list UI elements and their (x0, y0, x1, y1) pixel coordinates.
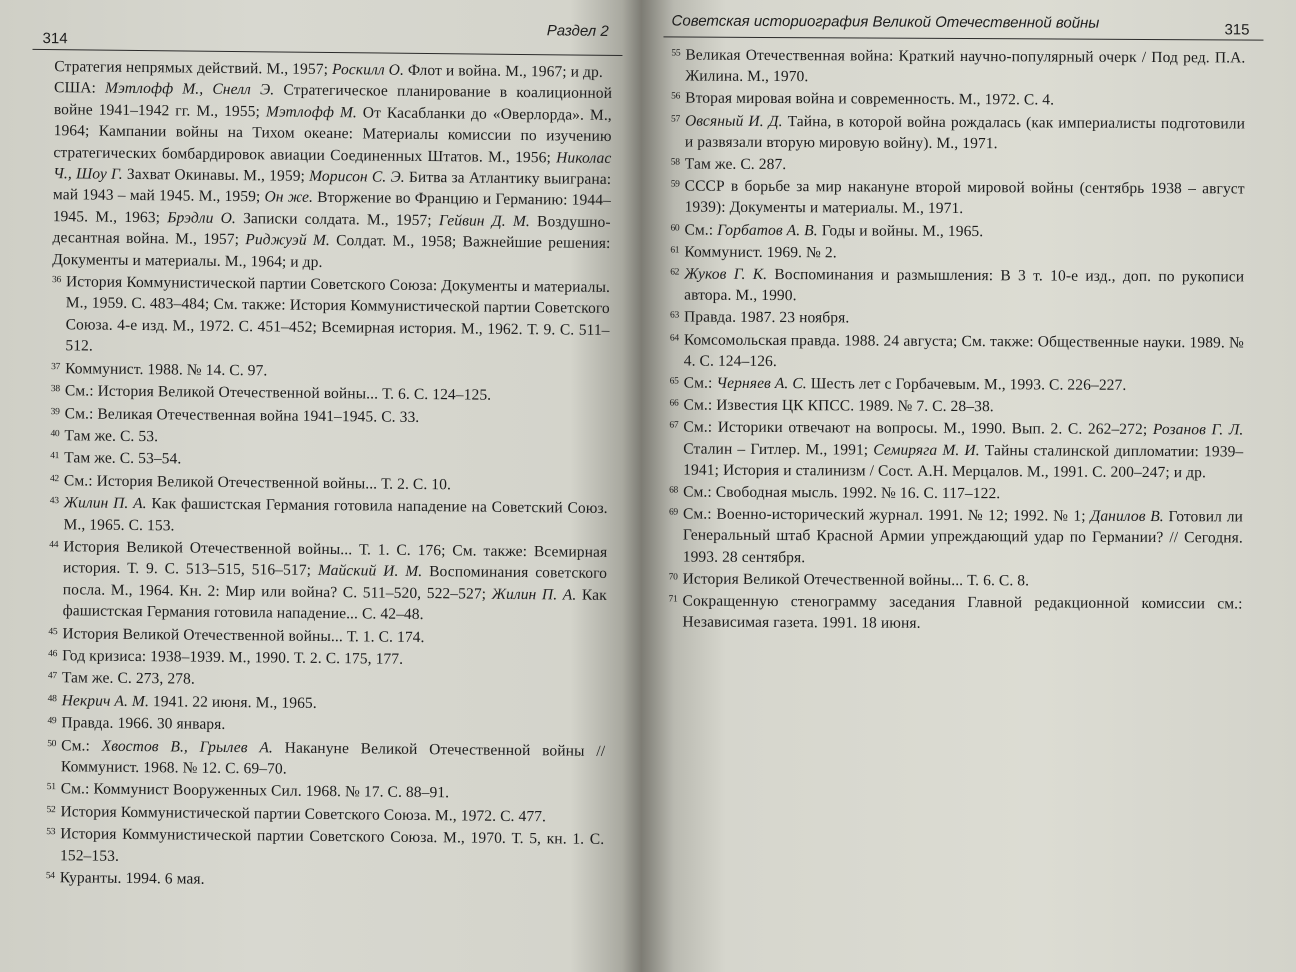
footnote (670, 328, 1244, 374)
author-name: Жилин П. А. (63, 494, 147, 513)
footnote (669, 481, 1243, 506)
footnote-number: 62 (670, 267, 680, 278)
footnote-body (683, 570, 1030, 589)
footnote-number: 68 (669, 485, 679, 496)
left-page-text (24, 50, 623, 895)
footnote-number: 57 (671, 114, 680, 125)
footnote (49, 535, 608, 627)
footnote-number: 61 (670, 245, 680, 256)
citation-text: 1941. 22 июня. М., 1965. (148, 692, 317, 712)
footnote-number: 41 (50, 451, 60, 462)
author-name: Мэтлофф М. (265, 103, 358, 122)
citation-text: См.: История Великой Отечественной войны... Т. 6. С. 124–125. (64, 382, 492, 404)
footnote-number: 43 (49, 496, 59, 507)
right-section-title: Советская историография Великой Отечественной войны (671, 12, 1100, 32)
footnote-number: 53 (46, 827, 56, 838)
footnote-number: 48 (47, 693, 57, 704)
footnote-body (64, 472, 451, 493)
footnote-body (65, 360, 267, 379)
footnote-number: 64 (669, 333, 679, 344)
citation-text: Вторая мировая война и современность. М., 1972. С. 4. (685, 89, 1055, 109)
right-page (659, 0, 1264, 972)
footnote-number: 69 (668, 507, 678, 518)
author-name: Майский И. М. (317, 562, 423, 581)
footnote-body (62, 692, 317, 712)
citation-text: Битва за Атлантику выиграна: май 1943 – май 1945. М., 1959; (52, 168, 612, 206)
citation-text: Стратегия непрямых действий. М., 1957; (54, 58, 333, 79)
citation-text: См.: Военно-исторический журнал. 1991. № 12; 1992. № 1; (682, 505, 1091, 525)
footnote-number: 49 (47, 716, 57, 727)
footnote-body (684, 266, 1244, 305)
author-name: Горбатов А. В. (717, 221, 818, 239)
footnote-number: 58 (670, 157, 680, 168)
citation-text: Куранты. 1994. 6 мая. (59, 869, 205, 888)
footnote-body (685, 112, 1245, 152)
footnote-number: 52 (46, 804, 56, 815)
left-running-head (32, 13, 622, 56)
footnote (46, 866, 604, 894)
left-notes-list (46, 270, 610, 894)
citation-text: Там же. С. 287. (684, 155, 787, 174)
footnote (671, 87, 1245, 112)
footnote-body (62, 670, 195, 688)
author-name: Брэдли О. (167, 209, 237, 227)
citation-text: Сталин – Гитлер. М., 1991; (683, 440, 874, 459)
citation-text: Флот и война. М., 1967; и др. (403, 61, 603, 81)
citation-text: Тайна, в которой война рождалась (как империалисты подготовили и развязали вторую мировую войну). М., 1971. (684, 112, 1246, 152)
right-running-head (663, 4, 1263, 40)
footnote-number: 67 (669, 420, 679, 431)
citation-text: История Великой Отечественной войны... Т. 1. С. 174. (62, 624, 425, 646)
citation-text: Тайны сталинской дипломатии: 1939–1941; История и сталинизм / Сост. А.Н. Мерцалов. М., 1991. С. 200–247; и др. (683, 441, 1244, 482)
footnote-body (65, 382, 491, 403)
footnote-body (61, 737, 605, 778)
footnote-number: 37 (51, 361, 61, 372)
citation-text: История Коммунистической партии Советского Союза: Документы и материалы. М., 1959. С. 483–484; См. также: История Коммунистической партии Советского Союза. 4-е изд. М., 1972. С. 451–452; Всемирная история. М., 1962. Т. 9. С. 511–512. (65, 273, 611, 355)
footnote-body (60, 825, 604, 864)
footnote (51, 270, 610, 362)
footnote-number: 40 (50, 428, 60, 440)
citation-text: Комсомольская правда. 1988. 24 августа; См. также: Общественные науки. 1989. № 4. С. 124–126. (683, 331, 1244, 370)
footnote-number: 70 (668, 572, 678, 583)
citation-text: США: (54, 79, 106, 98)
footnote-body (63, 538, 608, 623)
footnote-number: 56 (671, 91, 681, 102)
footnote-number: 51 (46, 782, 56, 793)
citation-text: Записки солдата. М., 1957; (235, 209, 439, 229)
right-page-number: 315 (1224, 21, 1250, 39)
footnote-body (64, 427, 158, 445)
citation-text: См.: Свободная мысль. 1992. № 16. С. 117–122. (683, 483, 1001, 503)
footnote-body (682, 593, 1242, 632)
author-name: Жуков Г. К. (684, 265, 768, 284)
citation-text: Стратегическое планирование в коалиционной войне 1941–1942 гг. М., 1955; (53, 81, 613, 121)
footnote-body (685, 178, 1245, 218)
footnote-number: 47 (47, 671, 57, 682)
author-name: Он же. (264, 188, 314, 207)
citation-text: Вторжение во Францию и Германию: 1944–1945. М., 1963; (52, 189, 612, 227)
footnote-body (684, 243, 836, 261)
author-name: Семиряга М. И. (873, 441, 980, 459)
footnote-body (685, 156, 787, 174)
footnote-body (62, 625, 424, 646)
author-name: Хвостов В., Грылев А. (101, 737, 274, 757)
footnote-body (64, 450, 181, 468)
footnote (671, 175, 1245, 221)
author-name: Гейвин Д. М. (438, 211, 530, 230)
footnote-number: 63 (669, 310, 679, 321)
citation-text: Захват Окинавы. М., 1959; (122, 165, 310, 185)
citation-text: Коммунист. 1988. № 14. С. 97. (65, 359, 268, 380)
author-name: Черняев А. С. (716, 374, 807, 393)
footnote-body (683, 506, 1243, 566)
citation-text: Готовил ли Генеральный штаб Красной Армии упреждающий удар по Германии? // Сегодня. 1993. 28 сентября. (682, 508, 1244, 566)
left-page-number: 314 (42, 29, 68, 48)
citation-text: История Коммунистической партии Советского Союза. М., 1970. Т. 5, кн. 1. С. 152–153. (59, 825, 605, 865)
author-name: Мэтлофф М., Снелл Э. (104, 80, 275, 99)
footnote-body (684, 309, 849, 327)
citation-text: Правда. 1987. 23 ноября. (683, 308, 850, 327)
footnote-body (684, 331, 1244, 370)
footnote-number: 45 (48, 626, 58, 637)
footnote (669, 567, 1243, 592)
citation-text: Там же. С. 53–54. (64, 449, 182, 468)
footnote-number: 46 (48, 649, 58, 660)
footnote-body (65, 405, 420, 426)
left-section-title: Раздел 2 (546, 22, 609, 40)
footnote-body (60, 803, 546, 825)
citation-text: Там же. С. 53. (64, 427, 159, 446)
citation-text: См.: Историки отвечают на вопросы. М., 1990. Вып. 2. С. 262–272; (683, 418, 1153, 439)
citation-text: См.: (683, 374, 717, 392)
citation-text: Как фашистская Германия готовила нападение на Советский Союз. М., 1965. С. 153. (63, 495, 608, 534)
footnote (670, 218, 1244, 243)
author-name: Некрич А. М. (61, 692, 150, 710)
citation-text: Солдат. М., 1958; Важнейшие решения: Документы и материалы. М., 1964; и др. (52, 232, 611, 271)
citation-text: Правда. 1966. 30 января. (61, 714, 226, 734)
citation-text: Там же. С. 273, 278. (61, 669, 195, 688)
author-name: Данилов В. (1090, 507, 1164, 526)
citation-text: Год кризиса: 1938–1939. М., 1990. Т. 2. С. 175, 177. (62, 647, 404, 668)
footnote-number: 71 (668, 594, 678, 605)
footnote (669, 394, 1243, 419)
author-name: Морисон С. Э. (309, 167, 405, 186)
citation-text: Коммунист. 1969. № 2. (684, 243, 837, 262)
footnote-body (60, 869, 205, 888)
footnote (671, 109, 1245, 155)
footnote (47, 734, 605, 784)
author-name: Риджуэй М. (245, 231, 331, 250)
citation-text: Шесть лет с Горбачевым. М., 1993. С. 226–227. (806, 375, 1127, 394)
citation-text: СССР в борьбе за мир накануне второй мировой войны (сентябрь 1938 – август 1939): Документы и материалы. М., 1971. (684, 177, 1245, 218)
footnote (668, 590, 1242, 636)
citation-text: См.: (684, 221, 718, 239)
footnote-number: 44 (49, 540, 59, 551)
citation-text: Воспоминания и размышления: В 3 т. 10-е изд., доп. по рукописи автора. М., 1990. (684, 266, 1245, 305)
footnote (669, 503, 1243, 571)
left-page (23, 0, 623, 972)
footnote-number: 38 (50, 384, 60, 395)
footnote (670, 372, 1244, 397)
footnote-number: 50 (47, 738, 57, 749)
citation-text: См.: Известия ЦК КПСС. 1989. № 7. С. 28–38. (683, 396, 994, 416)
footnote-body (683, 419, 1243, 481)
footnote-body (685, 90, 1054, 109)
continuation-paragraph-usa (52, 78, 612, 276)
footnote-number: 54 (45, 871, 55, 882)
footnote (671, 152, 1245, 177)
citation-text: См.: Коммунист Вооруженных Сил. 1968. № 17. С. 88–91. (60, 780, 450, 802)
citation-text: Годы и войны. М., 1965. (817, 221, 984, 240)
footnote-number: 36 (52, 275, 62, 286)
citation-text: Великая Отечественная война: Краткий научно-популярный очерк / Под ред. П.А. Жилина. М., 1970. (685, 46, 1246, 86)
citation-text: Воздушно-десантная война. М., 1957; (52, 212, 611, 249)
footnote-body (684, 397, 994, 416)
citation-text: См.: История Великой Отечественной войны... Т. 2. С. 10. (63, 471, 452, 494)
citation-text: Сокращенную стенограмму заседания Главной редакционной комиссии см.: Независимая газета. 1991. 18 июня. (682, 592, 1243, 633)
footnote-number: 59 (670, 179, 680, 190)
footnote-number: 60 (670, 223, 680, 234)
citation-text: Накануне Великой Отечественной войны // Коммунист. 1968. № 12. С. 69–70. (60, 739, 606, 778)
footnote (670, 306, 1244, 331)
footnote-body (63, 494, 607, 534)
footnote-body (684, 221, 983, 240)
right-notes-list (668, 43, 1245, 635)
footnote-body (683, 484, 1000, 503)
footnote-number: 66 (669, 398, 679, 409)
citation-text: См.: Великая Отечественная война 1941–1945. С. 33. (64, 404, 420, 426)
footnote (670, 240, 1244, 265)
footnote (670, 263, 1244, 309)
footnote (49, 491, 607, 541)
author-name: Овсяный И. Д. (684, 112, 783, 130)
footnote-body (61, 714, 225, 733)
author-name: Жилин П. А. (491, 585, 577, 604)
author-name: Роскилл О. (331, 61, 405, 79)
footnote (671, 43, 1245, 89)
citation-text: История Коммунистической партии Советского Союза. М., 1972. С. 477. (60, 803, 547, 826)
footnote-body (685, 47, 1245, 86)
footnote (46, 822, 604, 872)
right-page-text (660, 37, 1263, 636)
citation-text: Как фашистская Германия готовила нападение... С. 42–48. (62, 586, 607, 624)
author-name: Розанов Г. Л. (1152, 421, 1244, 439)
footnote-body (61, 781, 450, 802)
footnote-body (62, 647, 403, 668)
citation-text: См.: (61, 736, 102, 755)
citation-text: От Касабланки до «Оверлорда». М., 1964; Кампании войны на Тихом океане: Материалы комиссии по изучению стратегических бомбардировок авиации Соединенных Штатов. М., 1956; (53, 104, 612, 166)
footnote-number: 39 (50, 406, 60, 417)
citation-text: Воспоминания советского посла. М., 1964. Кн. 2: Мир или война? С. 511–520, 522–527; (62, 563, 608, 603)
footnote-number: 55 (671, 48, 681, 59)
author-name: Николас Ч., Шоу Г. (53, 148, 612, 183)
footnote-number: 42 (49, 473, 59, 484)
footnote-number: 65 (669, 376, 679, 387)
citation-text: История Великой Отечественной войны... Т. 6. С. 8. (682, 570, 1030, 590)
citation-text: История Великой Отечественной войны... Т. 1. С. 176; См. также: Всемирная история. Т. 9. С. 513–515, 516–517; (62, 538, 608, 580)
footnote (669, 416, 1243, 484)
footnote-body (65, 273, 610, 355)
footnote-body (684, 375, 1127, 394)
